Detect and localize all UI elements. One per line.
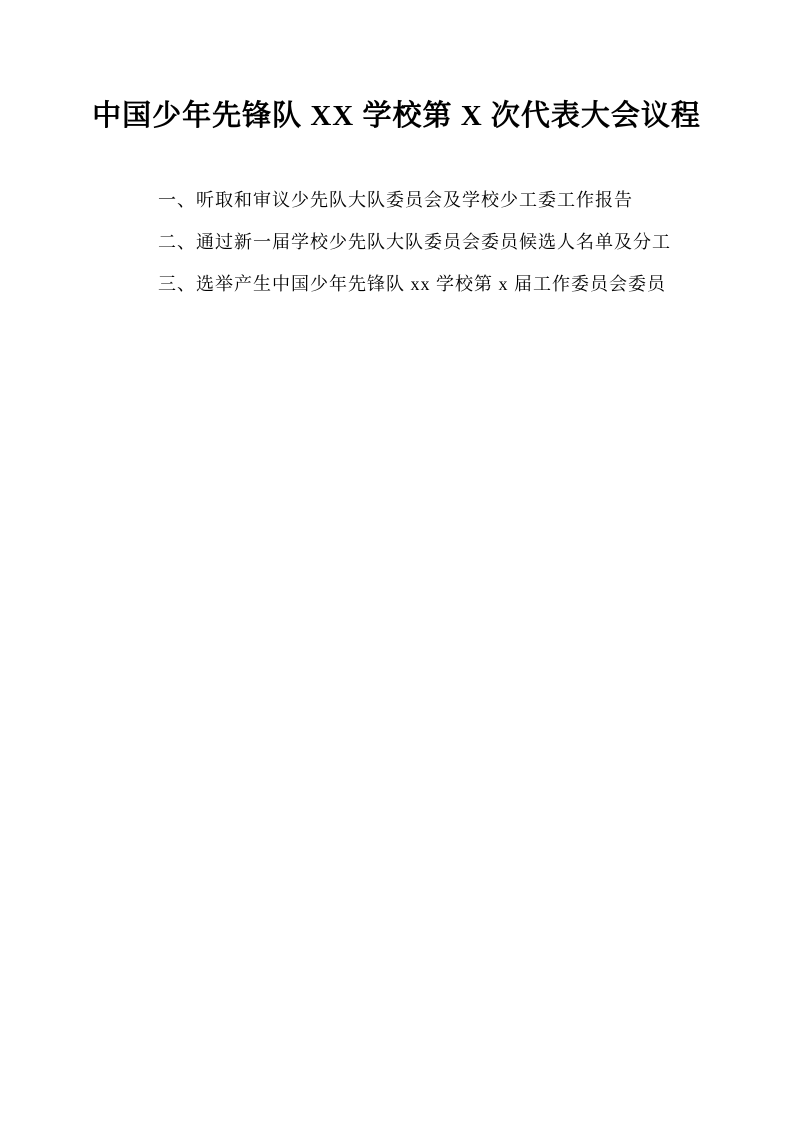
agenda-item-1: 一、听取和审议少先队大队委员会及学校少工委工作报告 [158, 190, 633, 210]
agenda-item-3: 三、选举产生中国少年先锋队 xx 学校第 x 届工作委员会委员 [158, 274, 666, 294]
agenda-item-2: 二、通过新一届学校少先队大队委员会委员候选人名单及分工 [158, 232, 671, 252]
agenda-list [158, 179, 753, 305]
document-title: 中国少年先锋队 XX 学校第 X 次代表大会议程 [92, 100, 701, 132]
